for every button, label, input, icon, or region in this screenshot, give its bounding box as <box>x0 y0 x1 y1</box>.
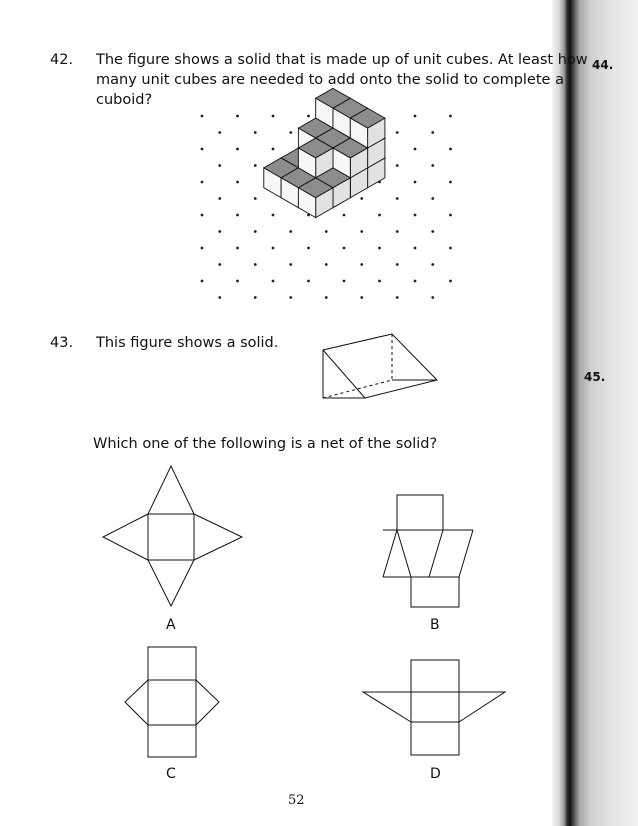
option-d-label: D <box>430 766 441 782</box>
grid-dot <box>431 131 434 134</box>
grid-dot <box>360 296 363 299</box>
grid-dot <box>431 263 434 266</box>
next-page-question-44: 44. <box>592 58 614 72</box>
grid-dot <box>236 148 239 151</box>
grid-dot <box>272 148 275 151</box>
grid-dot <box>360 197 363 200</box>
grid-dot <box>396 197 399 200</box>
grid-dot <box>307 115 310 118</box>
grid-dot <box>431 197 434 200</box>
grid-dot <box>254 296 257 299</box>
grid-dot <box>449 280 452 283</box>
grid-dot <box>449 247 452 250</box>
grid-dot <box>396 263 399 266</box>
grid-dot <box>201 115 204 118</box>
grid-dot <box>218 131 221 134</box>
grid-dot <box>378 247 381 250</box>
option-a-label: A <box>166 617 176 633</box>
grid-dot <box>272 214 275 217</box>
option-b-label: B <box>430 617 440 633</box>
grid-dot <box>343 280 346 283</box>
page-number: 52 <box>288 793 305 808</box>
grid-dot <box>289 131 292 134</box>
grid-dot <box>236 214 239 217</box>
grid-dot <box>201 280 204 283</box>
grid-dot <box>396 131 399 134</box>
grid-dot <box>307 247 310 250</box>
grid-dot <box>254 230 257 233</box>
grid-dot <box>360 230 363 233</box>
grid-dot <box>236 280 239 283</box>
triangular-prism-figure <box>323 334 437 398</box>
net-option-b <box>383 495 473 607</box>
grid-dot <box>236 181 239 184</box>
grid-dot <box>449 148 452 151</box>
question-42-text-line-3: cuboid? <box>96 92 153 108</box>
grid-dot <box>236 247 239 250</box>
grid-dot <box>325 263 328 266</box>
grid-dot <box>201 181 204 184</box>
grid-dot <box>218 164 221 167</box>
question-43-number: 43. <box>50 335 74 351</box>
grid-dot <box>272 280 275 283</box>
question-43-prompt: Which one of the following is a net of the solid? <box>93 436 438 452</box>
grid-dot <box>325 230 328 233</box>
grid-dot <box>254 164 257 167</box>
question-42-number: 42. <box>50 52 74 68</box>
grid-dot <box>431 296 434 299</box>
net-option-a <box>103 466 242 606</box>
grid-dot <box>431 164 434 167</box>
grid-dot <box>289 296 292 299</box>
grid-dot <box>218 296 221 299</box>
grid-dot <box>378 214 381 217</box>
grid-dot <box>289 263 292 266</box>
grid-dot <box>218 197 221 200</box>
grid-dot <box>414 181 417 184</box>
grid-dot <box>307 280 310 283</box>
grid-dot <box>325 296 328 299</box>
grid-dot <box>272 247 275 250</box>
grid-dot <box>254 197 257 200</box>
grid-dot <box>414 148 417 151</box>
grid-dot <box>396 164 399 167</box>
grid-dot <box>431 230 434 233</box>
grid-dot <box>396 230 399 233</box>
grid-dot <box>449 115 452 118</box>
grid-dot <box>449 181 452 184</box>
grid-dot <box>414 280 417 283</box>
question-43-statement: This figure shows a solid. <box>96 335 279 351</box>
net-option-c <box>125 647 219 757</box>
unit-cube-solid <box>264 88 385 217</box>
net-option-d <box>363 660 505 755</box>
grid-dot <box>414 247 417 250</box>
grid-dot <box>254 263 257 266</box>
grid-dot <box>343 214 346 217</box>
grid-dot <box>218 263 221 266</box>
grid-dot <box>449 214 452 217</box>
grid-dot <box>360 263 363 266</box>
grid-dot <box>201 214 204 217</box>
grid-dot <box>414 115 417 118</box>
grid-dot <box>378 280 381 283</box>
grid-dot <box>218 230 221 233</box>
question-42-text-line-2: many unit cubes are needed to add onto the solid to complete a <box>96 72 564 88</box>
grid-dot <box>272 115 275 118</box>
grid-dot <box>236 115 239 118</box>
grid-dot <box>201 148 204 151</box>
grid-dot <box>343 247 346 250</box>
grid-dot <box>254 131 257 134</box>
grid-dot <box>289 230 292 233</box>
grid-dot <box>396 296 399 299</box>
option-c-label: C <box>166 766 176 782</box>
grid-dot <box>414 214 417 217</box>
grid-dot <box>201 247 204 250</box>
next-page-question-45: 45. <box>584 370 606 384</box>
question-42-text-line-1: The figure shows a solid that is made up of unit cubes. At least how <box>96 52 588 68</box>
